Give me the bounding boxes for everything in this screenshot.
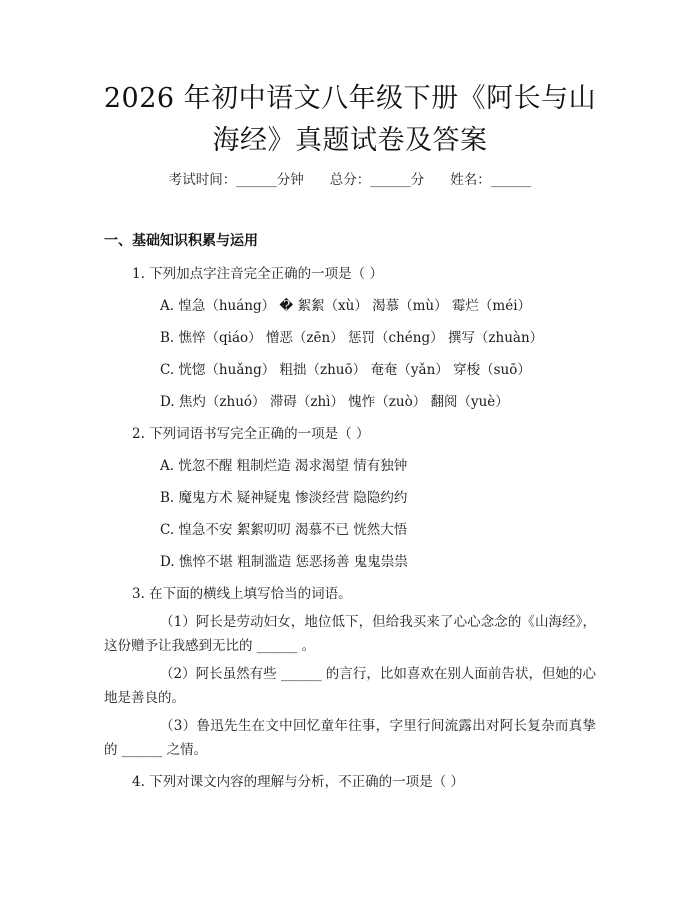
question-1-stem: 1. 下列加点字注音完全正确的一项是（ ） xyxy=(132,266,383,282)
question-3-item-2: （2）阿长虽然有些 ______ 的言行，比如喜欢在别人面前告状，但她的心地是善良的。 xyxy=(104,666,596,706)
question-1-option-c: C. 恍惚（huǎng） 粗拙（zhuō） 奄奄（yǎn） 穿梭（suō） xyxy=(160,362,531,378)
question-2-option-d: D. 憔悴不堪 粗制滥造 惩恶扬善 鬼鬼祟祟 xyxy=(160,554,408,570)
question-2-option-a: A. 恍忽不醒 粗制烂造 渴求渴望 情有独钟 xyxy=(160,458,408,474)
question-2-option-c: C. 惶急不安 絮絮叨叨 渴慕不已 恍然大悟 xyxy=(160,522,408,538)
question-3-stem: 3. 在下面的横线上填写恰当的词语。 xyxy=(132,586,352,602)
student-name-field: 姓名：______ xyxy=(450,172,532,188)
question-4-stem: 4. 下列对课文内容的理解与分析，不正确的一项是（ ） xyxy=(132,774,464,790)
page-title: 2026 年初中语文八年级下册《阿长与山海经》真题试卷及答案 xyxy=(103,83,597,156)
section-heading: 一、基础知识积累与运用 xyxy=(104,233,258,249)
question-3-item-1: （1）阿长是劳动妇女，地位低下，但给我买来了心心念念的《山海经》，这份赠予让我感到无比的 ______ 。 xyxy=(104,614,596,654)
question-2-stem: 2. 下列词语书写完全正确的一项是（ ） xyxy=(132,426,370,442)
question-1-option-a: A. 惶急（huáng） � 絮絮（xù） 渴慕（mù） 霉烂（méi） xyxy=(160,298,532,314)
exam-meta-line xyxy=(0,168,700,188)
question-3-item-3: （3）鲁迅先生在文中回忆童年往事，字里行间流露出对阿长复杂而真挚的 ______ 之情。 xyxy=(104,718,596,758)
exam-time-field: 考试时间：______分钟 xyxy=(168,172,304,188)
total-score-field: 总分：______分 xyxy=(329,172,425,188)
question-1-option-b: B. 憔悴（qiáo） 憎恶（zēn） 惩罚（chéng） 撰写（zhuàn） xyxy=(160,330,544,346)
question-1-option-d: D. 焦灼（zhuó） 滞碍（zhì） 愧怍（zuò） 翻阅（yuè） xyxy=(160,394,509,410)
question-2-option-b: B. 魔鬼方术 疑神疑鬼 惨淡经营 隐隐约约 xyxy=(160,490,408,506)
